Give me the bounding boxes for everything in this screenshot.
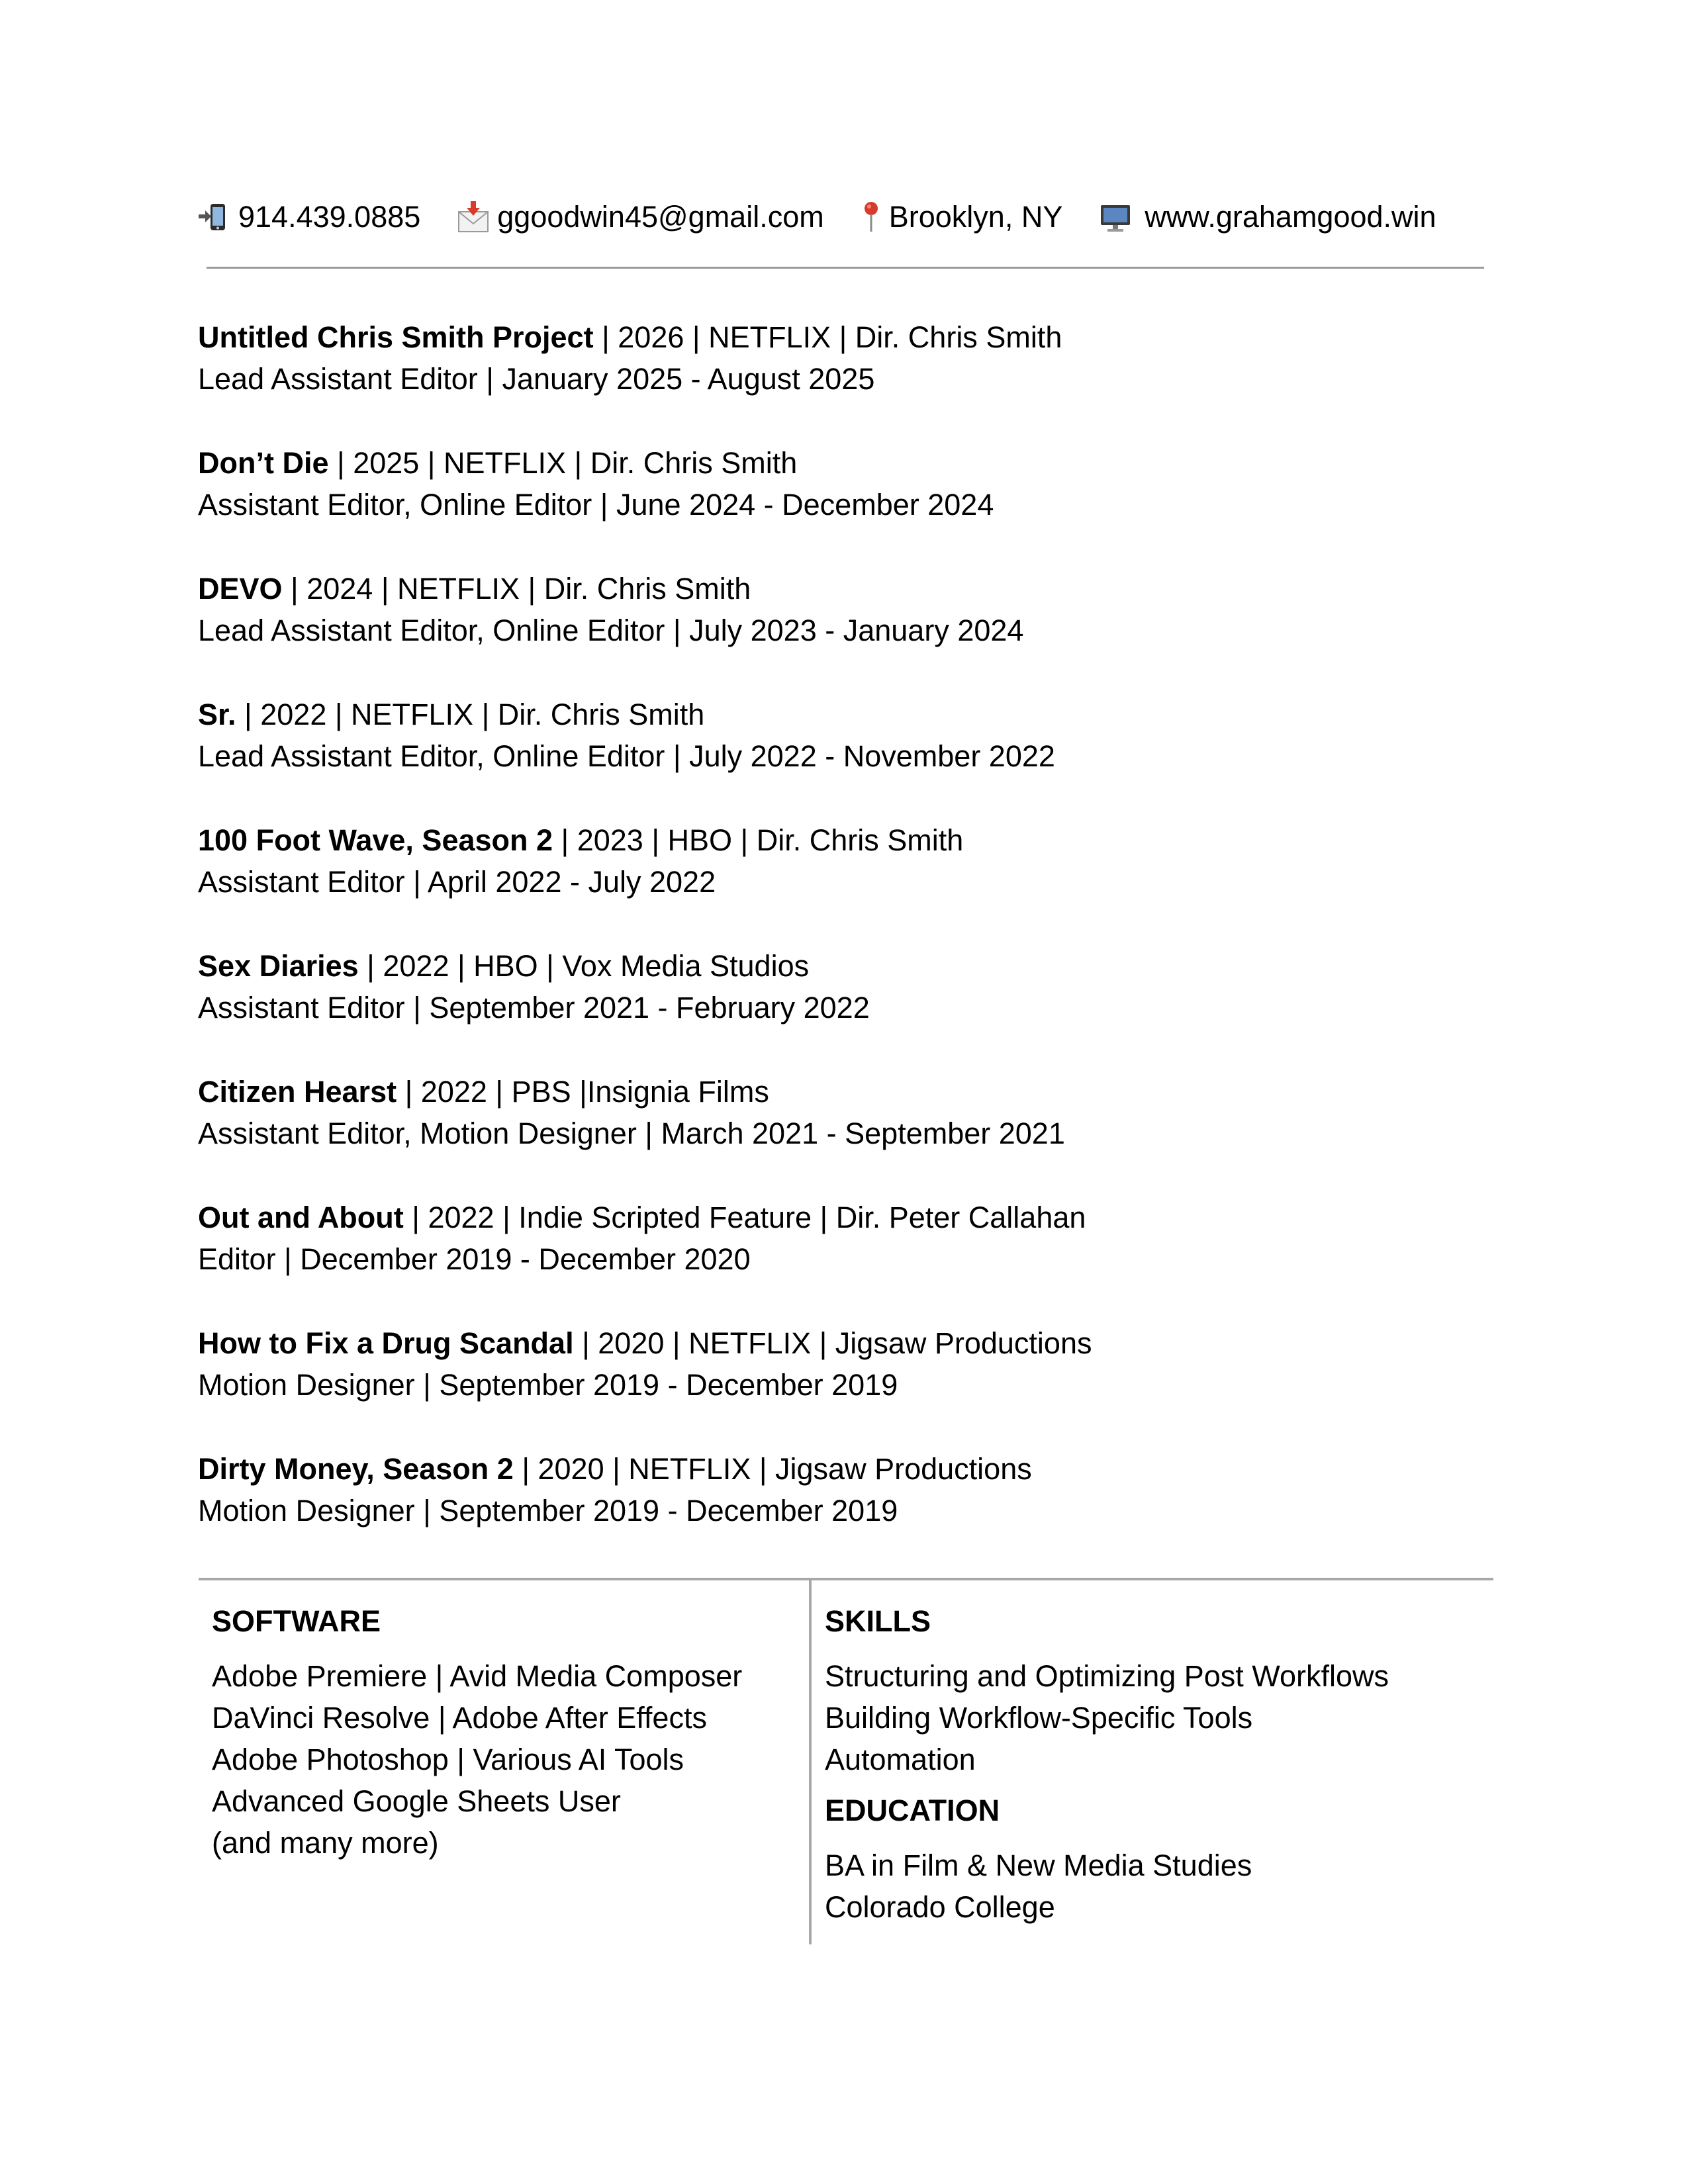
credit-title: How to Fix a Drug Scandal — [198, 1326, 574, 1360]
education-heading: EDUCATION — [825, 1794, 1000, 1827]
credit-role-line: Lead Assistant Editor, Online Editor | July 2022 - November 2022 — [198, 739, 1055, 773]
credit-title: Dirty Money, Season 2 — [198, 1452, 514, 1486]
credit-details: | 2022 | HBO | Vox Media Studios — [358, 949, 810, 983]
skills-education-column — [825, 1600, 1487, 1928]
credit-title: Don’t Die — [198, 446, 329, 480]
credit-role-line: Editor | December 2019 - December 2020 — [198, 1242, 751, 1276]
credit-role-line: Assistant Editor, Online Editor | June 2024 - December 2024 — [198, 488, 994, 522]
credit-entry — [198, 316, 1456, 442]
skill-item: Structuring and Optimizing Post Workflows — [825, 1659, 1389, 1693]
credit-details: | 2026 | NETFLIX | Dir. Chris Smith — [593, 320, 1062, 354]
red-pushpin-icon — [860, 200, 882, 234]
credit-title: 100 Foot Wave, Season 2 — [198, 823, 553, 857]
credit-details: | 2022 | NETFLIX | Dir. Chris Smith — [236, 698, 705, 731]
credit-role-line: Lead Assistant Editor, Online Editor | July 2023 - January 2024 — [198, 614, 1024, 647]
contact-website[interactable] — [1098, 200, 1436, 234]
credit-title: DEVO — [198, 572, 283, 606]
education-item: BA in Film & New Media Studies — [825, 1848, 1252, 1882]
header-divider — [207, 267, 1484, 269]
skills-table — [199, 1578, 1493, 1944]
credit-entry — [198, 945, 1456, 1071]
credit-heading-line — [198, 316, 1456, 358]
contact-bar — [197, 193, 1436, 241]
credit-title: Sex Diaries — [198, 949, 359, 983]
credit-entry — [198, 819, 1456, 945]
credit-details: | 2020 | NETFLIX | Jigsaw Productions — [513, 1452, 1032, 1486]
software-item: Adobe Premiere | Avid Media Composer — [212, 1659, 743, 1693]
credits-list — [198, 316, 1456, 1574]
software-column — [212, 1600, 794, 1864]
software-heading: SOFTWARE — [212, 1604, 381, 1638]
education-item: Colorado College — [825, 1890, 1055, 1924]
credit-details: | 2020 | NETFLIX | Jigsaw Productions — [573, 1326, 1092, 1360]
contact-location — [860, 200, 1063, 234]
credit-heading-line — [198, 1322, 1456, 1364]
credit-entry — [198, 1197, 1456, 1322]
website-link: www.grahamgood.win — [1145, 200, 1436, 234]
mobile-phone-arrow-icon — [197, 200, 232, 234]
credit-heading-line — [198, 945, 1456, 987]
credit-heading-line — [198, 568, 1456, 610]
email-address: ggoodwin45@gmail.com — [497, 200, 824, 234]
credit-entry — [198, 1448, 1456, 1574]
credit-details: | 2024 | NETFLIX | Dir. Chris Smith — [282, 572, 751, 606]
contact-email[interactable] — [456, 200, 823, 234]
location-text: Brooklyn, NY — [888, 200, 1063, 234]
skill-item: Building Workflow-Specific Tools — [825, 1701, 1253, 1735]
software-item: Advanced Google Sheets User — [212, 1784, 621, 1818]
credit-entry — [198, 568, 1456, 694]
credit-heading-line — [198, 1071, 1456, 1113]
column-divider — [809, 1580, 812, 1944]
credit-details: | 2023 | HBO | Dir. Chris Smith — [553, 823, 964, 857]
skill-item: Automation — [825, 1743, 976, 1776]
software-item: Adobe Photoshop | Various AI Tools — [212, 1743, 684, 1776]
contact-phone[interactable] — [197, 200, 420, 234]
software-item: (and many more) — [212, 1826, 439, 1860]
credit-role-line: Assistant Editor | September 2021 - February 2022 — [198, 991, 870, 1024]
envelope-arrow-icon — [456, 200, 491, 234]
credit-role-line: Assistant Editor | April 2022 - July 2022 — [198, 865, 716, 899]
credit-entry — [198, 442, 1456, 568]
credit-title: Citizen Hearst — [198, 1075, 397, 1109]
credit-entry — [198, 1071, 1456, 1197]
credit-title: Sr. — [198, 698, 236, 731]
credit-role-line: Motion Designer | September 2019 - December 2019 — [198, 1368, 898, 1402]
skills-heading: SKILLS — [825, 1604, 931, 1638]
credit-heading-line — [198, 1197, 1456, 1238]
credit-heading-line — [198, 442, 1456, 484]
credit-title: Untitled Chris Smith Project — [198, 320, 594, 354]
credit-entry — [198, 694, 1456, 819]
credit-details: | 2022 | Indie Scripted Feature | Dir. Peter Callahan — [403, 1201, 1086, 1234]
credit-role-line: Lead Assistant Editor | January 2025 - August 2025 — [198, 362, 875, 396]
credit-heading-line — [198, 819, 1456, 861]
credit-title: Out and About — [198, 1201, 404, 1234]
credit-heading-line — [198, 1448, 1456, 1490]
phone-number: 914.439.0885 — [238, 200, 421, 234]
desktop-computer-icon — [1098, 200, 1133, 234]
credit-entry — [198, 1322, 1456, 1448]
software-item: DaVinci Resolve | Adobe After Effects — [212, 1701, 707, 1735]
credit-role-line: Motion Designer | September 2019 - December 2019 — [198, 1494, 898, 1527]
credit-heading-line — [198, 694, 1456, 735]
credit-details: | 2022 | PBS |Insignia Films — [397, 1075, 769, 1109]
credit-role-line: Assistant Editor, Motion Designer | March 2021 - September 2021 — [198, 1116, 1065, 1150]
credit-details: | 2025 | NETFLIX | Dir. Chris Smith — [328, 446, 798, 480]
